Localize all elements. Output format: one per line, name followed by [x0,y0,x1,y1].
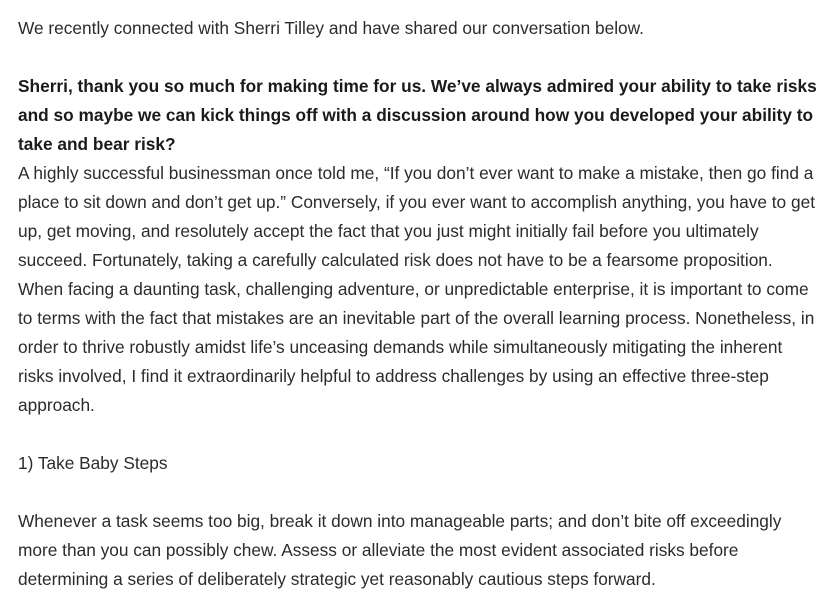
interview-answer: A highly successful businessman once told me, “If you don’t ever want to make a mistake, then go find a place to sit down and don’t get up.” Conversely, if you ever want to accomplish anything, you have to get up, get moving, and resolutely accept the fact that you just might initially fail before you ultimately succeed. Fortunately, taking a carefully calculated risk does not have to be a fearsome proposition. When facing a daunting task, challenging adventure, or unpredictable enterprise, it is important to come to terms with the fact that mistakes are an inevitable part of the overall learning process. Nonetheless, in order to thrive robustly amidst life’s unceasing demands while simultaneously mitigating the inherent risks involved, I find it extraordinarily helpful to address challenges by using an effective three-step approach. [18,163,815,415]
step-paragraph: Whenever a task seems too big, break it down into manageable parts; and don’t bite off exceedingly more than you can possibly chew. Assess or alleviate the most evident associated risks before determining a series of deliberately strategic yet reasonably cautious steps forward. [18,511,782,589]
step-heading: 1) Take Baby Steps [18,453,168,473]
article-body [18,14,818,594]
intro-paragraph: We recently connected with Sherri Tilley and have shared our conversation below. [18,18,644,38]
interview-question: Sherri, thank you so much for making time for us. We’ve always admired your ability to take risks and so maybe we can kick things off with a discussion around how you developed your ability to take and bear risk? [18,76,817,154]
